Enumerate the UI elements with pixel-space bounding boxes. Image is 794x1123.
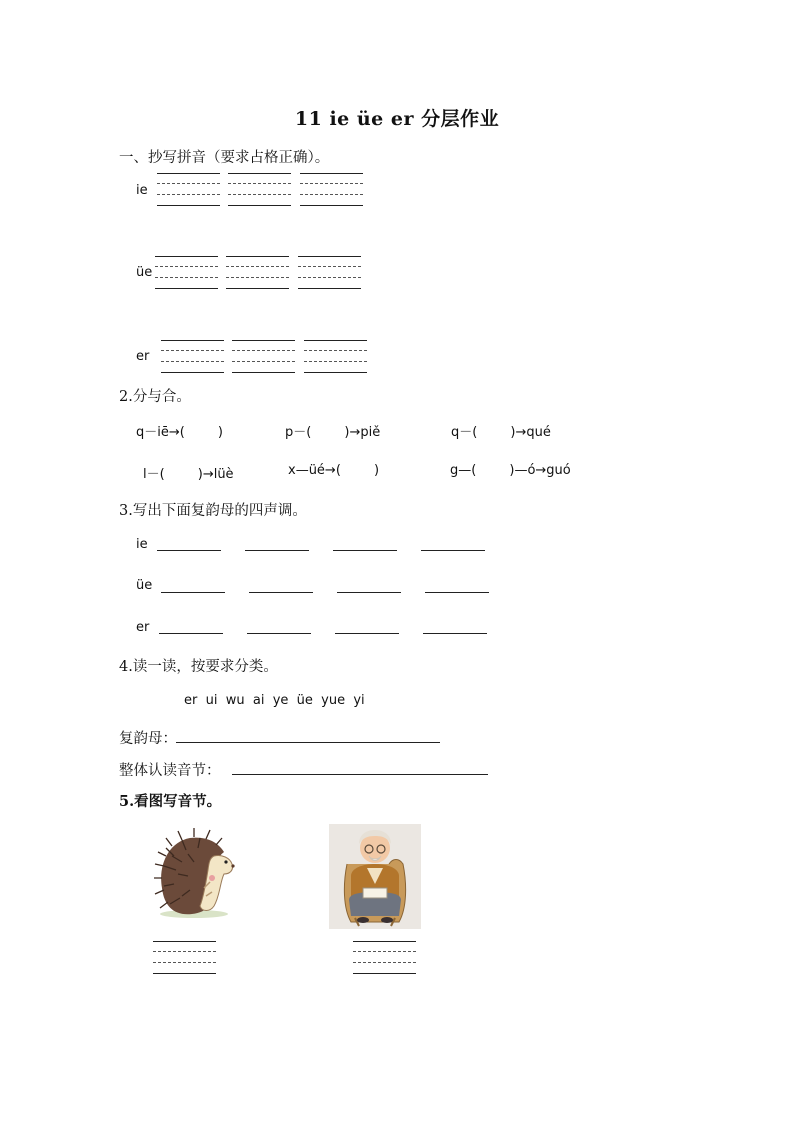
tone-blank[interactable] — [335, 633, 399, 634]
combine-exercise[interactable]: q－iē→( ) — [136, 425, 223, 440]
tone-blank[interactable] — [247, 633, 311, 634]
whole-syllable-answer-line[interactable] — [232, 774, 488, 775]
tone-label-ue: üe — [136, 578, 153, 593]
pinyin-grid[interactable] — [304, 340, 367, 372]
hedgehog-picture — [152, 826, 242, 922]
pinyin-grid[interactable] — [300, 173, 363, 205]
tone-label-er: er — [136, 620, 150, 635]
tone-blank[interactable] — [245, 550, 309, 551]
combine-exercise[interactable]: p－( )→piě — [285, 425, 381, 440]
pinyin-grid[interactable] — [153, 941, 216, 973]
pinyin-grid[interactable] — [155, 256, 218, 288]
pinyin-grid[interactable] — [232, 340, 295, 372]
tone-blank[interactable] — [333, 550, 397, 551]
grandpa-picture — [329, 824, 421, 929]
tone-label-ie: ie — [136, 537, 148, 552]
pinyin-grid[interactable] — [298, 256, 361, 288]
tone-blank[interactable] — [423, 633, 487, 634]
tone-blank[interactable] — [157, 550, 221, 551]
combine-exercise[interactable]: x—üé→( ) — [288, 463, 380, 478]
tone-blank[interactable] — [425, 592, 489, 593]
whole-syllable-label: 整体认读音节： — [119, 763, 221, 779]
section5-heading: 5.看图写音节。 — [119, 793, 222, 810]
combine-exercise[interactable]: g—( )—ó→guó — [450, 463, 571, 478]
section2-heading: 2.分与合。 — [119, 389, 191, 405]
section1-heading: 一、抄写拼音（要求占格正确）。 — [119, 150, 330, 166]
pinyin-grid[interactable] — [161, 340, 224, 372]
word-list: er ui wu ai ye üe yue yi — [184, 693, 365, 708]
copy-label-ie: ie — [136, 183, 148, 198]
tone-blank[interactable] — [337, 592, 401, 593]
compound-vowel-answer-line[interactable] — [176, 742, 440, 743]
combine-exercise[interactable]: l－( )→lüè — [143, 467, 234, 482]
section3-heading: 3.写出下面复韵母的四声调。 — [119, 503, 307, 519]
page-title: 11 ie üe er 分层作业 — [294, 108, 500, 130]
compound-vowel-label: 复韵母： — [119, 731, 177, 747]
pinyin-grid[interactable] — [226, 256, 289, 288]
tone-blank[interactable] — [249, 592, 313, 593]
section4-heading: 4.读一读，按要求分类。 — [119, 659, 278, 675]
copy-label-ue: üe — [136, 265, 153, 280]
pinyin-grid[interactable] — [228, 173, 291, 205]
tone-blank[interactable] — [159, 633, 223, 634]
tone-blank[interactable] — [421, 550, 485, 551]
pinyin-grid[interactable] — [157, 173, 220, 205]
pinyin-grid[interactable] — [353, 941, 416, 973]
copy-label-er: er — [136, 349, 150, 364]
combine-exercise[interactable]: q－( )→qué — [451, 425, 551, 440]
tone-blank[interactable] — [161, 592, 225, 593]
